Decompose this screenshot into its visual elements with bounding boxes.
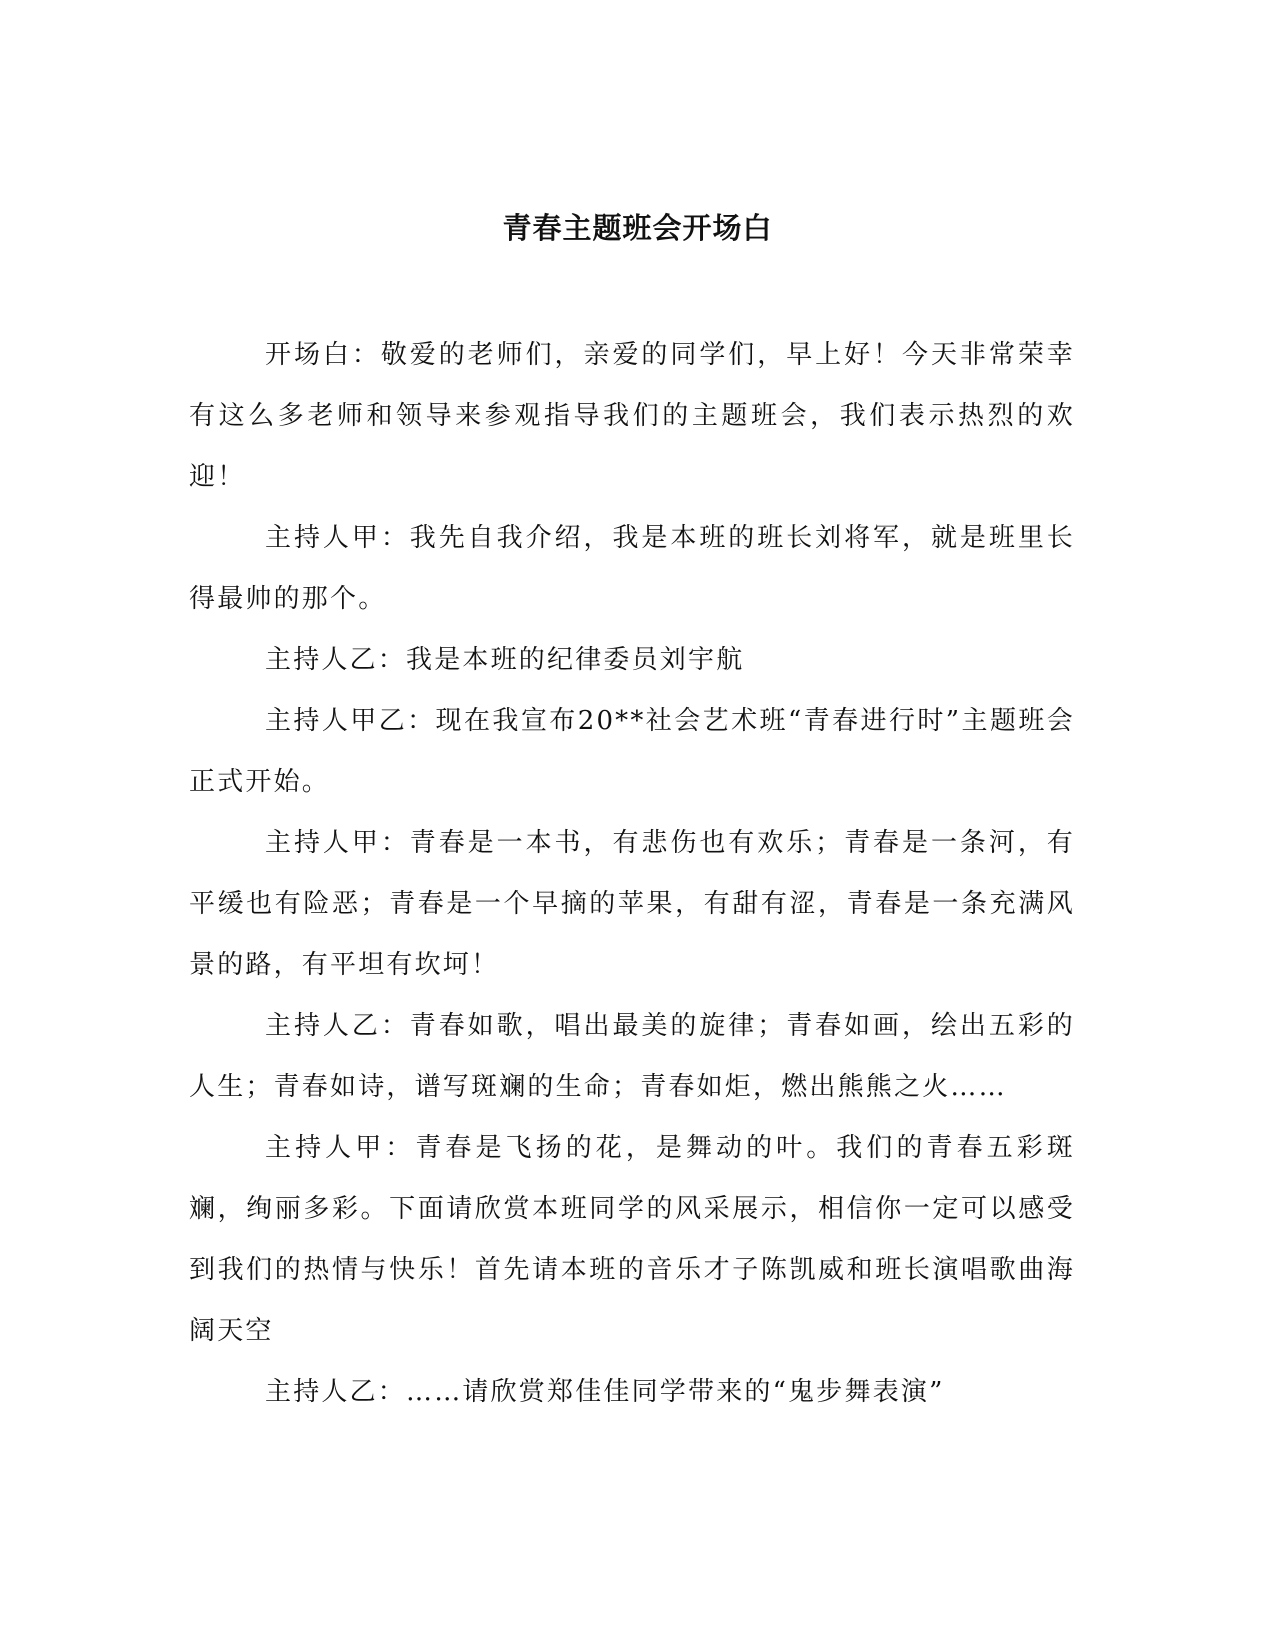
document-body	[189, 325, 1075, 1423]
paragraph-host-b-youth-song: 主持人乙：青春如歌，唱出最美的旋律；青春如画，绘出五彩的人生；青春如诗，谱写斑斓的生命；青春如炬，燃出熊熊之火……	[189, 1011, 1075, 1102]
paragraph-host-a-youth-book: 主持人甲：青春是一本书，有悲伤也有欢乐；青春是一条河，有平缓也有险恶；青春是一个早摘的苹果，有甜有涩，青春是一条充满风景的路，有平坦有坎坷！	[189, 828, 1075, 980]
paragraph-host-b-dance: 主持人乙：……请欣赏郑佳佳同学带来的“鬼步舞表演”	[265, 1377, 945, 1407]
paragraph-host-a-showcase: 主持人甲：青春是飞扬的花，是舞动的叶。我们的青春五彩斑斓，绚丽多彩。下面请欣赏本班同学的风采展示，相信你一定可以感受到我们的热情与快乐！首先请本班的音乐才子陈凯威和班长演唱歌曲海阔天空	[189, 1133, 1075, 1346]
paragraph-host-b-intro: 主持人乙：我是本班的纪律委员刘宇航	[265, 645, 745, 675]
paragraph-hosts-announce: 主持人甲乙：现在我宣布20**社会艺术班“青春进行时”主题班会正式开始。	[189, 706, 1075, 797]
document-title: 青春主题班会开场白	[502, 211, 773, 245]
paragraph-opening: 开场白：敬爱的老师们，亲爱的同学们，早上好！今天非常荣幸有这么多老师和领导来参观指导我们的主题班会，我们表示热烈的欢迎！	[189, 340, 1075, 492]
paragraph-host-a-intro: 主持人甲：我先自我介绍，我是本班的班长刘将军，就是班里长得最帅的那个。	[189, 523, 1075, 614]
